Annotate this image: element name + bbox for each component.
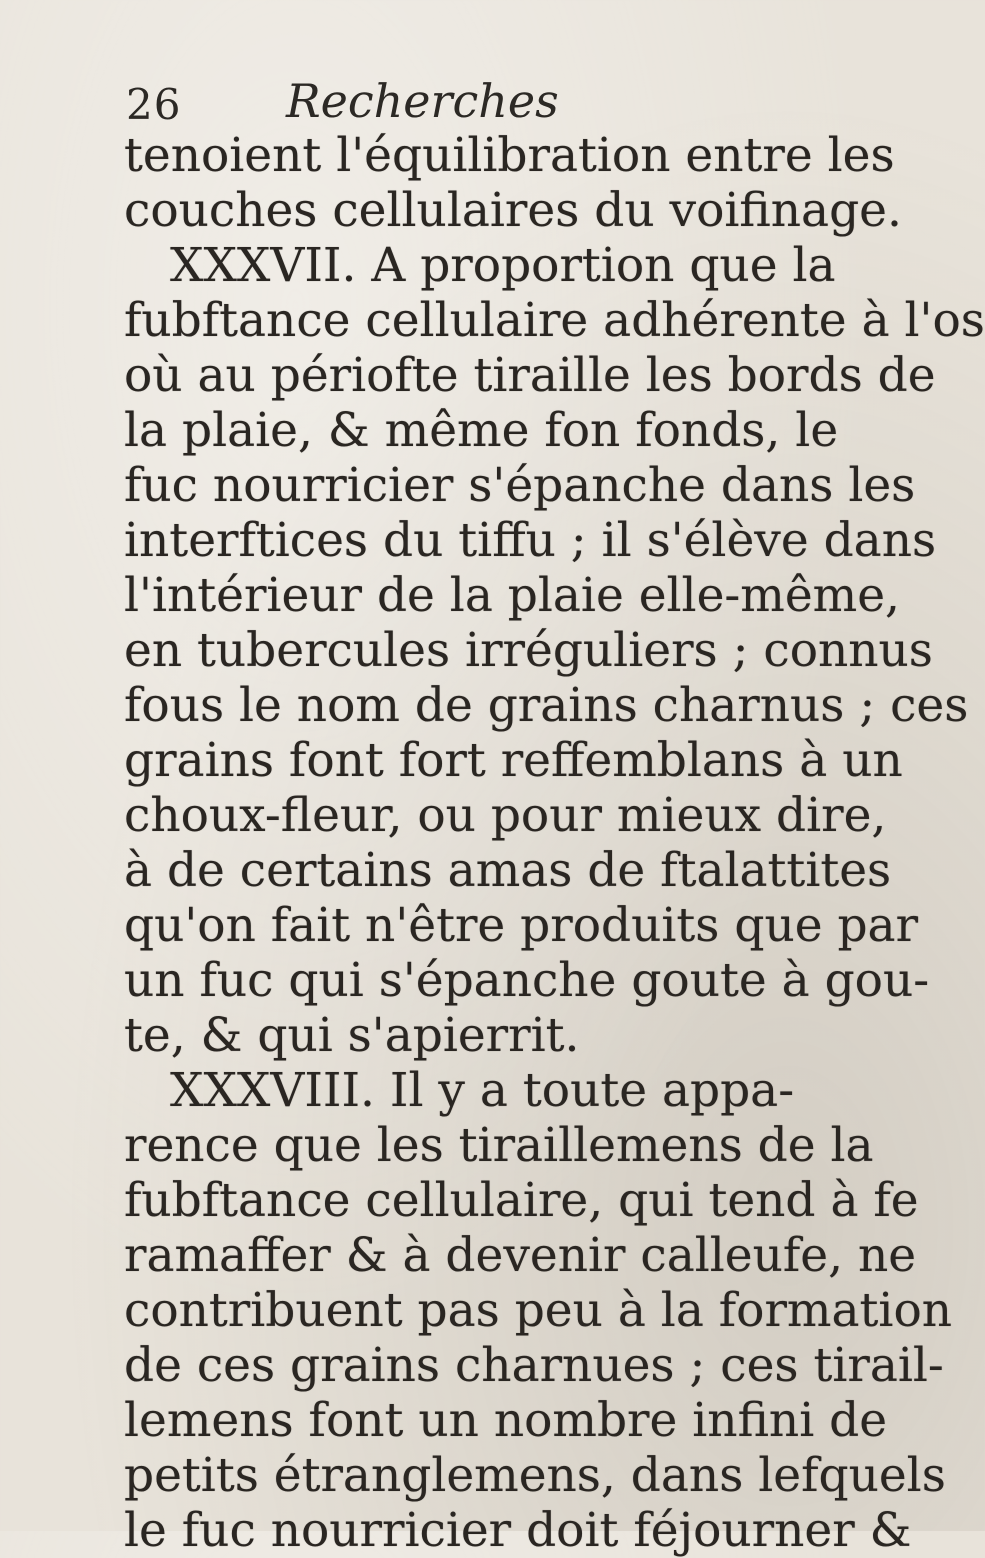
- page-header: [126, 74, 746, 129]
- text-line: où au périofte tiraille les bords de: [124, 348, 936, 403]
- text-line: interftices du tiffu ; il s'élève dans: [124, 513, 937, 568]
- body-text: [124, 128, 985, 1558]
- text-line: petits étranglemens, dans lefquels: [124, 1448, 946, 1503]
- text-line: la plaie, & même fon fonds, le: [124, 403, 839, 458]
- text-line: un fuc qui s'épanche goute à gou-: [124, 953, 930, 1008]
- text-line: tenoient l'équilibration entre les: [124, 128, 895, 183]
- text-line: qu'on fait n'être produits que par: [124, 898, 919, 953]
- text-line: en tubercules irréguliers ; connus: [124, 623, 933, 678]
- text-line: fubftance cellulaire adhérente à l'os: [124, 293, 985, 348]
- text-line: à de certains amas de ftalattites: [124, 843, 892, 898]
- text-line: fubftance cellulaire, qui tend à fe: [124, 1173, 919, 1228]
- text-line: contribuent pas peu à la formation: [124, 1283, 953, 1338]
- text-line: couches cellulaires du voifinage.: [124, 183, 902, 238]
- running-title: Recherches: [286, 74, 559, 128]
- paragraph-heading-line: XXXVII. A proportion que la: [170, 238, 836, 293]
- text-line: fuc nourricier s'épanche dans les: [124, 458, 916, 513]
- page-number: 26: [126, 80, 182, 129]
- text-line: choux-fleur, ou pour mieux dire,: [124, 788, 887, 843]
- text-line: fous le nom de grains charnus ; ces: [124, 678, 969, 733]
- text-line: l'intérieur de la plaie elle-même,: [124, 568, 900, 623]
- paragraph-heading-line: XXXVIII. Il y a toute appa-: [170, 1063, 795, 1118]
- text-line: ramaffer & à devenir calleufe, ne: [124, 1228, 917, 1283]
- text-line: le fuc nourricier doit féjourner &: [124, 1503, 912, 1558]
- text-line: de ces grains charnues ; ces tirail-: [124, 1338, 944, 1393]
- text-line: grains font fort reffemblans à un: [124, 733, 903, 788]
- text-line: lemens font un nombre infini de: [124, 1393, 888, 1448]
- text-line: rence que les tiraillemens de la: [124, 1118, 874, 1173]
- text-line: te, & qui s'apierrit.: [124, 1008, 580, 1063]
